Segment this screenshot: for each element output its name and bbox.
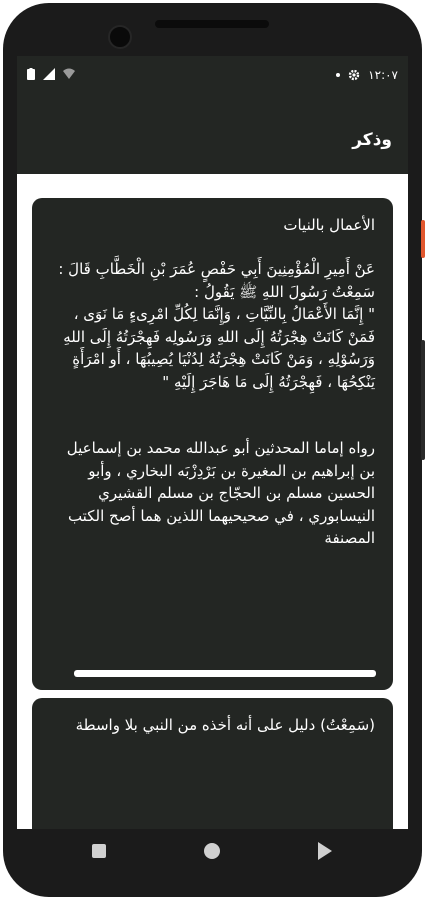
- power-button[interactable]: [421, 220, 425, 258]
- hadith-text: عَنْ أَمِيرِ الْمُؤْمِنِينَ أَبِي حَفْصٍ عُمَرَ بْنِ الْخَطَّابِ قَالَ : سَمِعْتُ رَسُولَ اللهِ ﷺ يَقُولُ : " إِنَّمَا الأَعْمَالُ بِالنِّيَّاتِ ، وَإِنَّمَا لِكُلِّ امْرِىءٍ مَا نَوَى ، فَمَنْ كَانَتْ هِجْرَتُهُ إِلَى اللهِ وَرَسُولِه فَهِجْرَتُهُ إِلَى اللهِ وَرَسُوْلِهِ ، وَمَنْ كَانَتْ هِجْرَتُهُ لِدُنْيَا يُصِيبُهَا ، أَو امْرَأَةٍ يَنْكِحُهَا ، فَهِجْرَتُهُ إِلَى مَا هَاجَرَ إِلَيْهِ ": [58, 260, 375, 391]
- front-camera: [108, 25, 132, 49]
- screen: [17, 56, 408, 829]
- explanation-card[interactable]: [32, 698, 393, 829]
- back-triangle-icon[interactable]: [318, 842, 332, 860]
- volume-button[interactable]: [421, 340, 425, 460]
- clock: ١٢:٠٧: [368, 68, 398, 82]
- signal-icon: [43, 68, 55, 80]
- status-bar: [17, 56, 408, 96]
- earpiece-speaker: [155, 20, 269, 28]
- app-bar: [17, 96, 408, 174]
- hadith-card[interactable]: [32, 198, 393, 690]
- status-right-group: [336, 68, 398, 82]
- home-circle-icon[interactable]: [204, 843, 220, 859]
- wifi-icon: [63, 68, 75, 80]
- status-left-group: [27, 68, 75, 80]
- gear-icon: [348, 69, 360, 81]
- recents-square-icon[interactable]: [92, 844, 106, 858]
- hadith-title: الأعمال بالنيات: [283, 216, 375, 234]
- narration-text: رواه إماما المحدثين أبو عبدالله محمد بن إسماعيل بن إبراهيم بن المغيرة بن بَرْدِزْبَه البخاري ، وأبو الحسين مسلم بن الحجّاج بن مسلم القشيري النيسابوري ، في صحيحيهما اللذين هما أصح الكتب المصنفة: [66, 439, 375, 547]
- battery-icon: [27, 68, 35, 80]
- dot-icon: [336, 73, 340, 77]
- system-nav-bar: [17, 829, 408, 877]
- audio-progress-bar[interactable]: [74, 670, 376, 677]
- explanation-text: (سَمِعْتُ) دليل على أنه أخذه من النبي بلا واسطة: [75, 716, 375, 734]
- app-title: وذكر: [352, 130, 392, 150]
- hadith-list[interactable]: [17, 174, 408, 829]
